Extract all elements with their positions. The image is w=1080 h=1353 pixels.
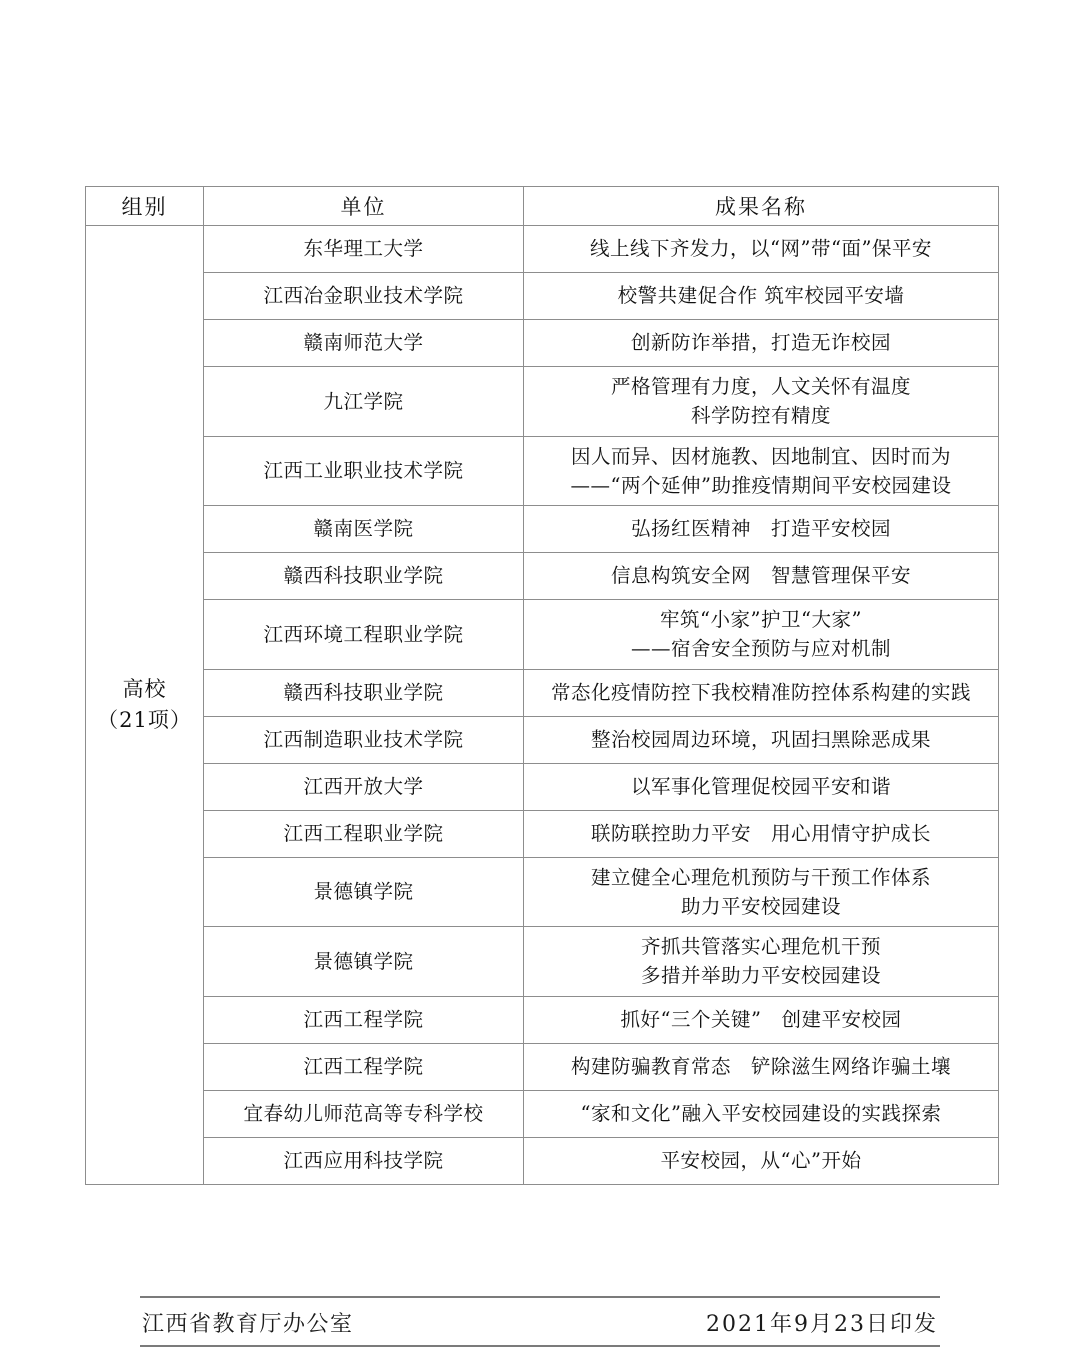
column-header-group: 组别 <box>86 187 204 226</box>
unit-cell: 江西工程职业学院 <box>204 810 524 857</box>
result-line: 联防联控助力平安 用心用情守护成长 <box>590 821 931 845</box>
result-cell <box>524 1090 999 1137</box>
group-name: 高校 <box>122 677 167 702</box>
result-line: 构建防骗教育常态 铲除滋生网络诈骗土壤 <box>570 1054 951 1078</box>
footer-date: 2021年9月23日印发 <box>706 1312 938 1337</box>
unit-cell: 江西工程学院 <box>204 996 524 1043</box>
result-cell <box>524 927 999 997</box>
unit-cell: 江西开放大学 <box>204 763 524 810</box>
result-line: ——“两个延伸”助推疫情期间平安校园建设 <box>570 473 952 497</box>
result-cell <box>524 716 999 763</box>
table-row <box>86 600 999 670</box>
result-cell <box>524 600 999 670</box>
table-body <box>86 226 999 1185</box>
result-cell <box>524 506 999 553</box>
result-cell <box>524 810 999 857</box>
result-cell <box>524 436 999 506</box>
table-header-row <box>86 187 999 226</box>
table-row <box>86 810 999 857</box>
award-results-table <box>85 186 999 1185</box>
result-cell <box>524 996 999 1043</box>
unit-cell: 江西冶金职业技术学院 <box>204 273 524 320</box>
unit-cell: 宜春幼儿师范高等专科学校 <box>204 1090 524 1137</box>
table-row <box>86 1090 999 1137</box>
unit-cell: 江西制造职业技术学院 <box>204 716 524 763</box>
table-row <box>86 273 999 320</box>
result-cell <box>524 763 999 810</box>
column-header-result: 成果名称 <box>524 187 999 226</box>
table-row <box>86 669 999 716</box>
table-row <box>86 320 999 367</box>
result-cell <box>524 367 999 437</box>
result-line: 信息构筑安全网 智慧管理保平安 <box>610 564 911 588</box>
unit-cell: 九江学院 <box>204 367 524 437</box>
result-line: 以军事化管理促校园平安和谐 <box>630 774 891 798</box>
table-row <box>86 927 999 997</box>
table-row <box>86 1043 999 1090</box>
unit-cell: 江西环境工程职业学院 <box>204 600 524 670</box>
result-line: “家和文化”融入平安校园建设的实践探索 <box>580 1101 942 1125</box>
footer-issuer: 江西省教育厅办公室 <box>142 1312 354 1337</box>
result-line: 抓好“三个关键” 创建平安校园 <box>620 1007 902 1031</box>
group-count: （21项） <box>97 707 192 732</box>
result-cell <box>524 553 999 600</box>
footer-rule-bottom <box>140 1345 940 1347</box>
result-line: 助力平安校园建设 <box>680 894 841 918</box>
table-row <box>86 367 999 437</box>
table-row <box>86 1137 999 1184</box>
result-line: 建立健全心理危机预防与干预工作体系 <box>590 865 931 889</box>
unit-cell: 赣南师范大学 <box>204 320 524 367</box>
table-row <box>86 763 999 810</box>
unit-cell: 东华理工大学 <box>204 226 524 273</box>
table-row <box>86 857 999 927</box>
result-line: ——宿舍安全预防与应对机制 <box>630 637 891 661</box>
result-cell <box>524 669 999 716</box>
result-line: 严格管理有力度，人文关怀有温度 <box>610 375 911 398</box>
result-line: 整治校园周边环境，巩固扫黑除恶成果 <box>590 727 931 751</box>
result-line: 平安校园，从“心”开始 <box>660 1148 862 1172</box>
table-row <box>86 553 999 600</box>
table-header <box>86 187 999 226</box>
document-footer <box>140 1296 940 1347</box>
result-line: 科学防控有精度 <box>690 404 831 428</box>
table-row <box>86 226 999 273</box>
result-cell <box>524 1137 999 1184</box>
result-cell <box>524 226 999 273</box>
result-cell <box>524 1043 999 1090</box>
result-line: 创新防诈举措，打造无诈校园 <box>630 331 891 355</box>
result-line: 多措并举助力平安校园建设 <box>640 964 881 988</box>
unit-cell: 景德镇学院 <box>204 927 524 997</box>
result-line: 常态化疫情防控下我校精准防控体系构建的实践 <box>550 680 971 704</box>
unit-cell: 赣西科技职业学院 <box>204 553 524 600</box>
unit-cell: 江西工业职业技术学院 <box>204 436 524 506</box>
unit-cell: 赣西科技职业学院 <box>204 669 524 716</box>
result-line: 牢筑“小家”护卫“大家” <box>660 608 862 631</box>
result-line: 齐抓共管落实心理危机干预 <box>640 935 881 958</box>
result-line: 弘扬红医精神 打造平安校园 <box>630 517 891 541</box>
unit-cell: 江西工程学院 <box>204 1043 524 1090</box>
result-line: 线上线下齐发力，以“网”带“面”保平安 <box>590 237 932 261</box>
group-cell <box>86 226 204 1185</box>
result-cell <box>524 857 999 927</box>
column-header-unit: 单位 <box>204 187 524 226</box>
result-cell <box>524 273 999 320</box>
table-row <box>86 716 999 763</box>
unit-cell: 景德镇学院 <box>204 857 524 927</box>
table-row <box>86 506 999 553</box>
table-row <box>86 436 999 506</box>
result-line: 因人而异、因材施教、因地制宜、因时而为 <box>570 444 951 468</box>
table-row <box>86 996 999 1043</box>
result-cell <box>524 320 999 367</box>
footer-row <box>140 1298 940 1345</box>
unit-cell: 赣南医学院 <box>204 506 524 553</box>
result-line: 校警共建促合作 筑牢校园平安墙 <box>617 284 905 308</box>
unit-cell: 江西应用科技学院 <box>204 1137 524 1184</box>
